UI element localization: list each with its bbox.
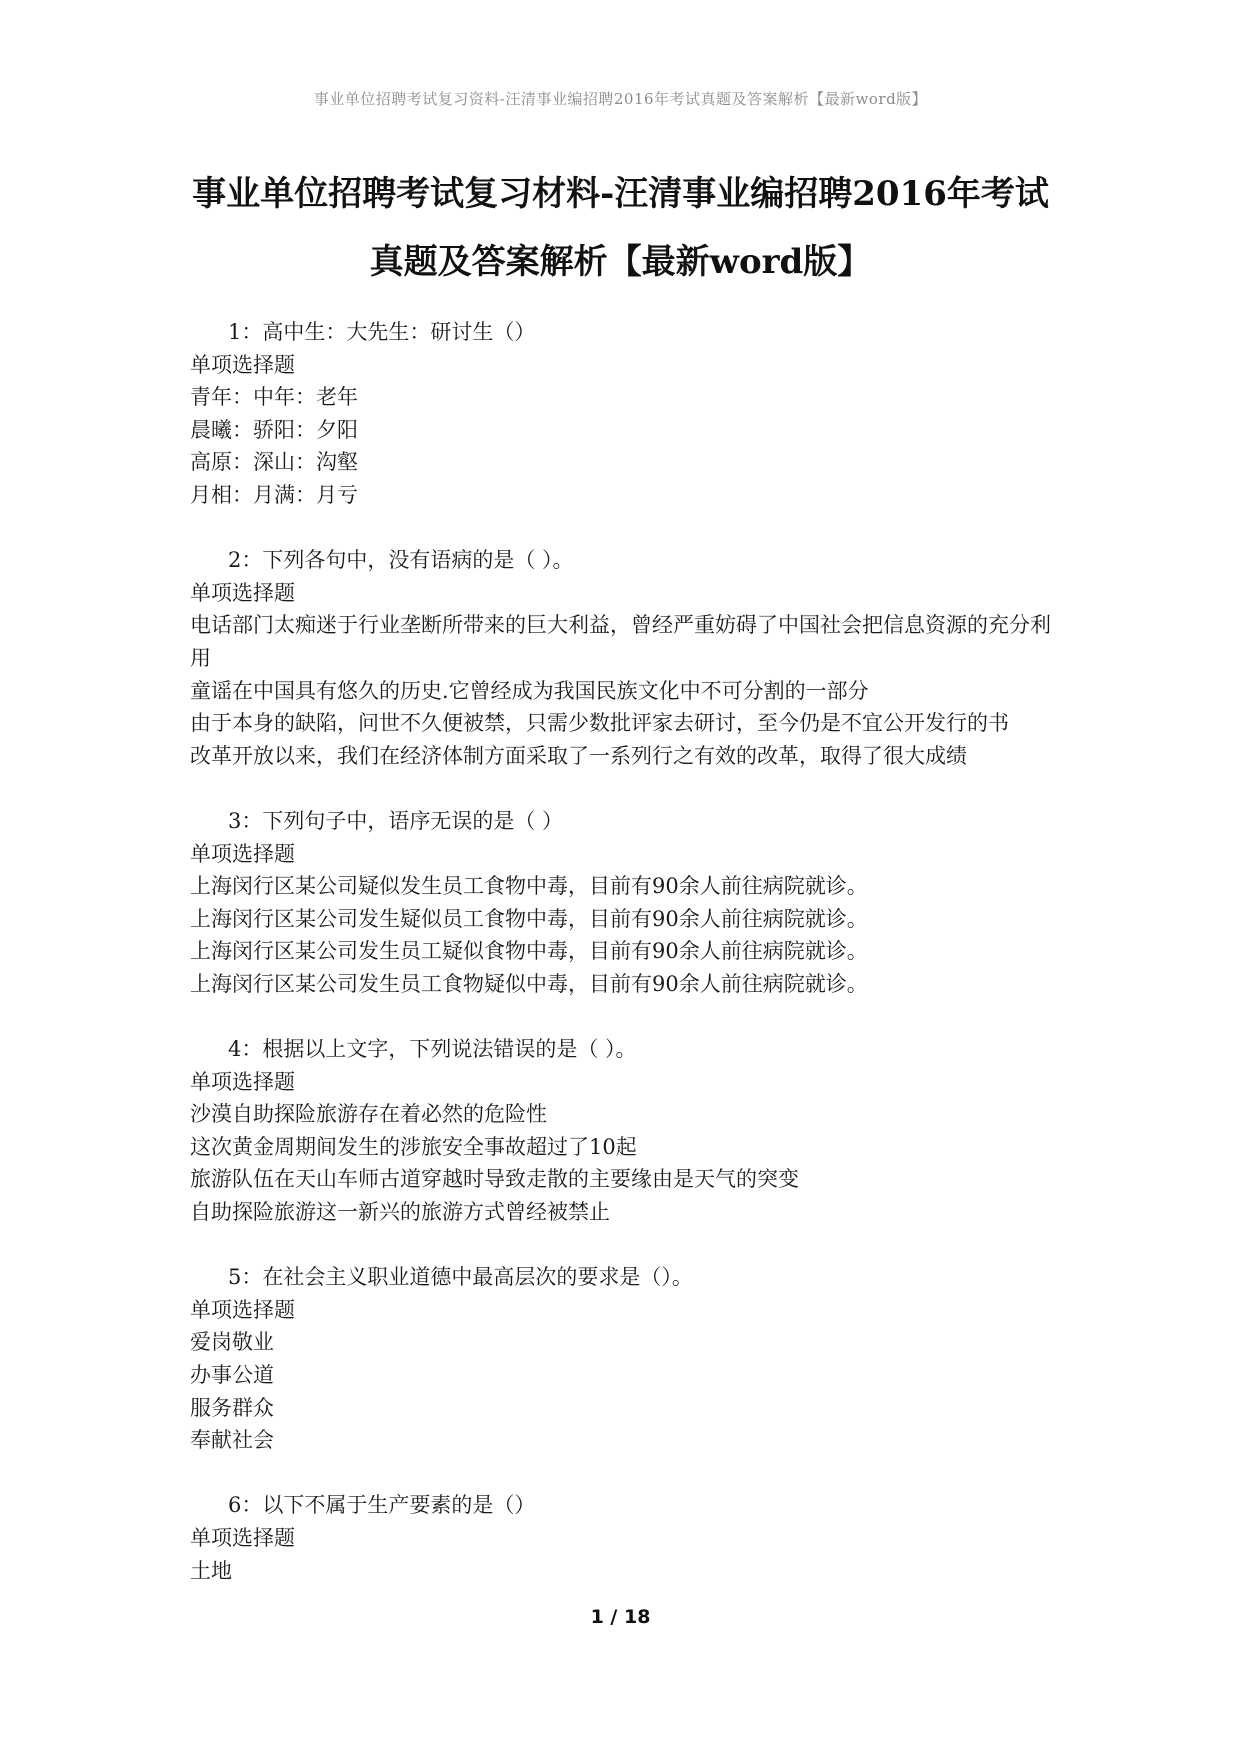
- question-stem: 1：高中生：大先生：研讨生（）: [228, 320, 536, 344]
- option-a: 土地: [190, 1558, 232, 1583]
- question-2: [190, 544, 1070, 772]
- option-c: 高原：深山：沟壑: [190, 450, 358, 475]
- option-a: 上海闵行区某公司疑似发生员工食物中毒，目前有90余人前往病院就诊。: [190, 874, 868, 899]
- option-c: 上海闵行区某公司发生员工疑似食物中毒，目前有90余人前往病院就诊。: [190, 939, 868, 964]
- option-d: 月相：月满：月亏: [190, 482, 358, 507]
- title-line-1: 事业单位招聘考试复习材料-汪清事业编招聘2016年考试: [192, 174, 1049, 214]
- question-stem: 6：以下不属于生产要素的是（）: [228, 1493, 536, 1518]
- option-b: 晨曦：骄阳：夕阳: [190, 417, 358, 442]
- document-title: [150, 160, 1091, 296]
- option-d: 奉献社会: [190, 1428, 274, 1453]
- question-stem: 2：下列各句中，没有语病的是（ ）。: [228, 548, 574, 573]
- question-type: 单项选择题: [190, 352, 295, 377]
- question-4: [190, 1033, 1070, 1229]
- question-1: [190, 316, 1070, 512]
- option-c: 旅游队伍在天山车师古道穿越时导致走散的主要缘由是天气的突变: [190, 1167, 799, 1192]
- option-b: 办事公道: [190, 1363, 274, 1387]
- option-b: 童谣在中国具有悠久的历史.它曾经成为我国民族文化中不可分割的一部分: [190, 678, 869, 703]
- question-type: 单项选择题: [190, 1297, 295, 1322]
- question-3: [190, 805, 1070, 1001]
- option-b: 这次黄金周期间发生的涉旅安全事故超过了10起: [190, 1134, 637, 1159]
- question-type: 单项选择题: [190, 841, 295, 866]
- option-b: 上海闵行区某公司发生疑似员工食物中毒，目前有90余人前往病院就诊。: [190, 906, 868, 931]
- option-c: 服务群众: [190, 1395, 274, 1420]
- question-type: 单项选择题: [190, 580, 295, 605]
- running-header: 事业单位招聘考试复习资料-汪清事业编招聘2016年考试真题及答案解析【最新word版】: [313, 90, 928, 108]
- question-stem: 4：根据以上文字，下列说法错误的是（ ）。: [228, 1037, 637, 1062]
- question-list: [190, 316, 1070, 1620]
- option-a: 爱岗敬业: [190, 1330, 274, 1355]
- title-line-2: 真题及答案解析【最新word版】: [369, 242, 872, 282]
- option-a: 青年：中年：老年: [190, 385, 358, 410]
- option-d: 自助探险旅游这一新兴的旅游方式曾经被禁止: [190, 1200, 610, 1225]
- option-d: 上海闵行区某公司发生员工食物疑似中毒，目前有90余人前往病院就诊。: [190, 971, 868, 996]
- question-stem: 5：在社会主义职业道德中最高层次的要求是（）。: [228, 1265, 693, 1290]
- option-a: 沙漠自助探险旅游存在着必然的危险性: [190, 1102, 547, 1127]
- question-type: 单项选择题: [190, 1525, 295, 1550]
- option-d: 改革开放以来，我们在经济体制方面采取了一系列行之有效的改革，取得了很大成绩: [190, 743, 967, 768]
- option-c: 由于本身的缺陷，问世不久便被禁，只需少数批评家去研讨，至今仍是不宜公开发行的书: [190, 711, 1009, 736]
- page-number: 1 / 18: [590, 1606, 651, 1628]
- question-type: 单项选择题: [190, 1069, 295, 1094]
- question-6: [190, 1489, 1070, 1587]
- option-a: 电话部门太痴迷于行业垄断所带来的巨大利益，曾经严重妨碍了中国社会把信息资源的充分利用: [190, 613, 1051, 670]
- question-stem: 3：下列句子中，语序无误的是（ ）: [228, 808, 564, 833]
- question-5: [190, 1261, 1070, 1457]
